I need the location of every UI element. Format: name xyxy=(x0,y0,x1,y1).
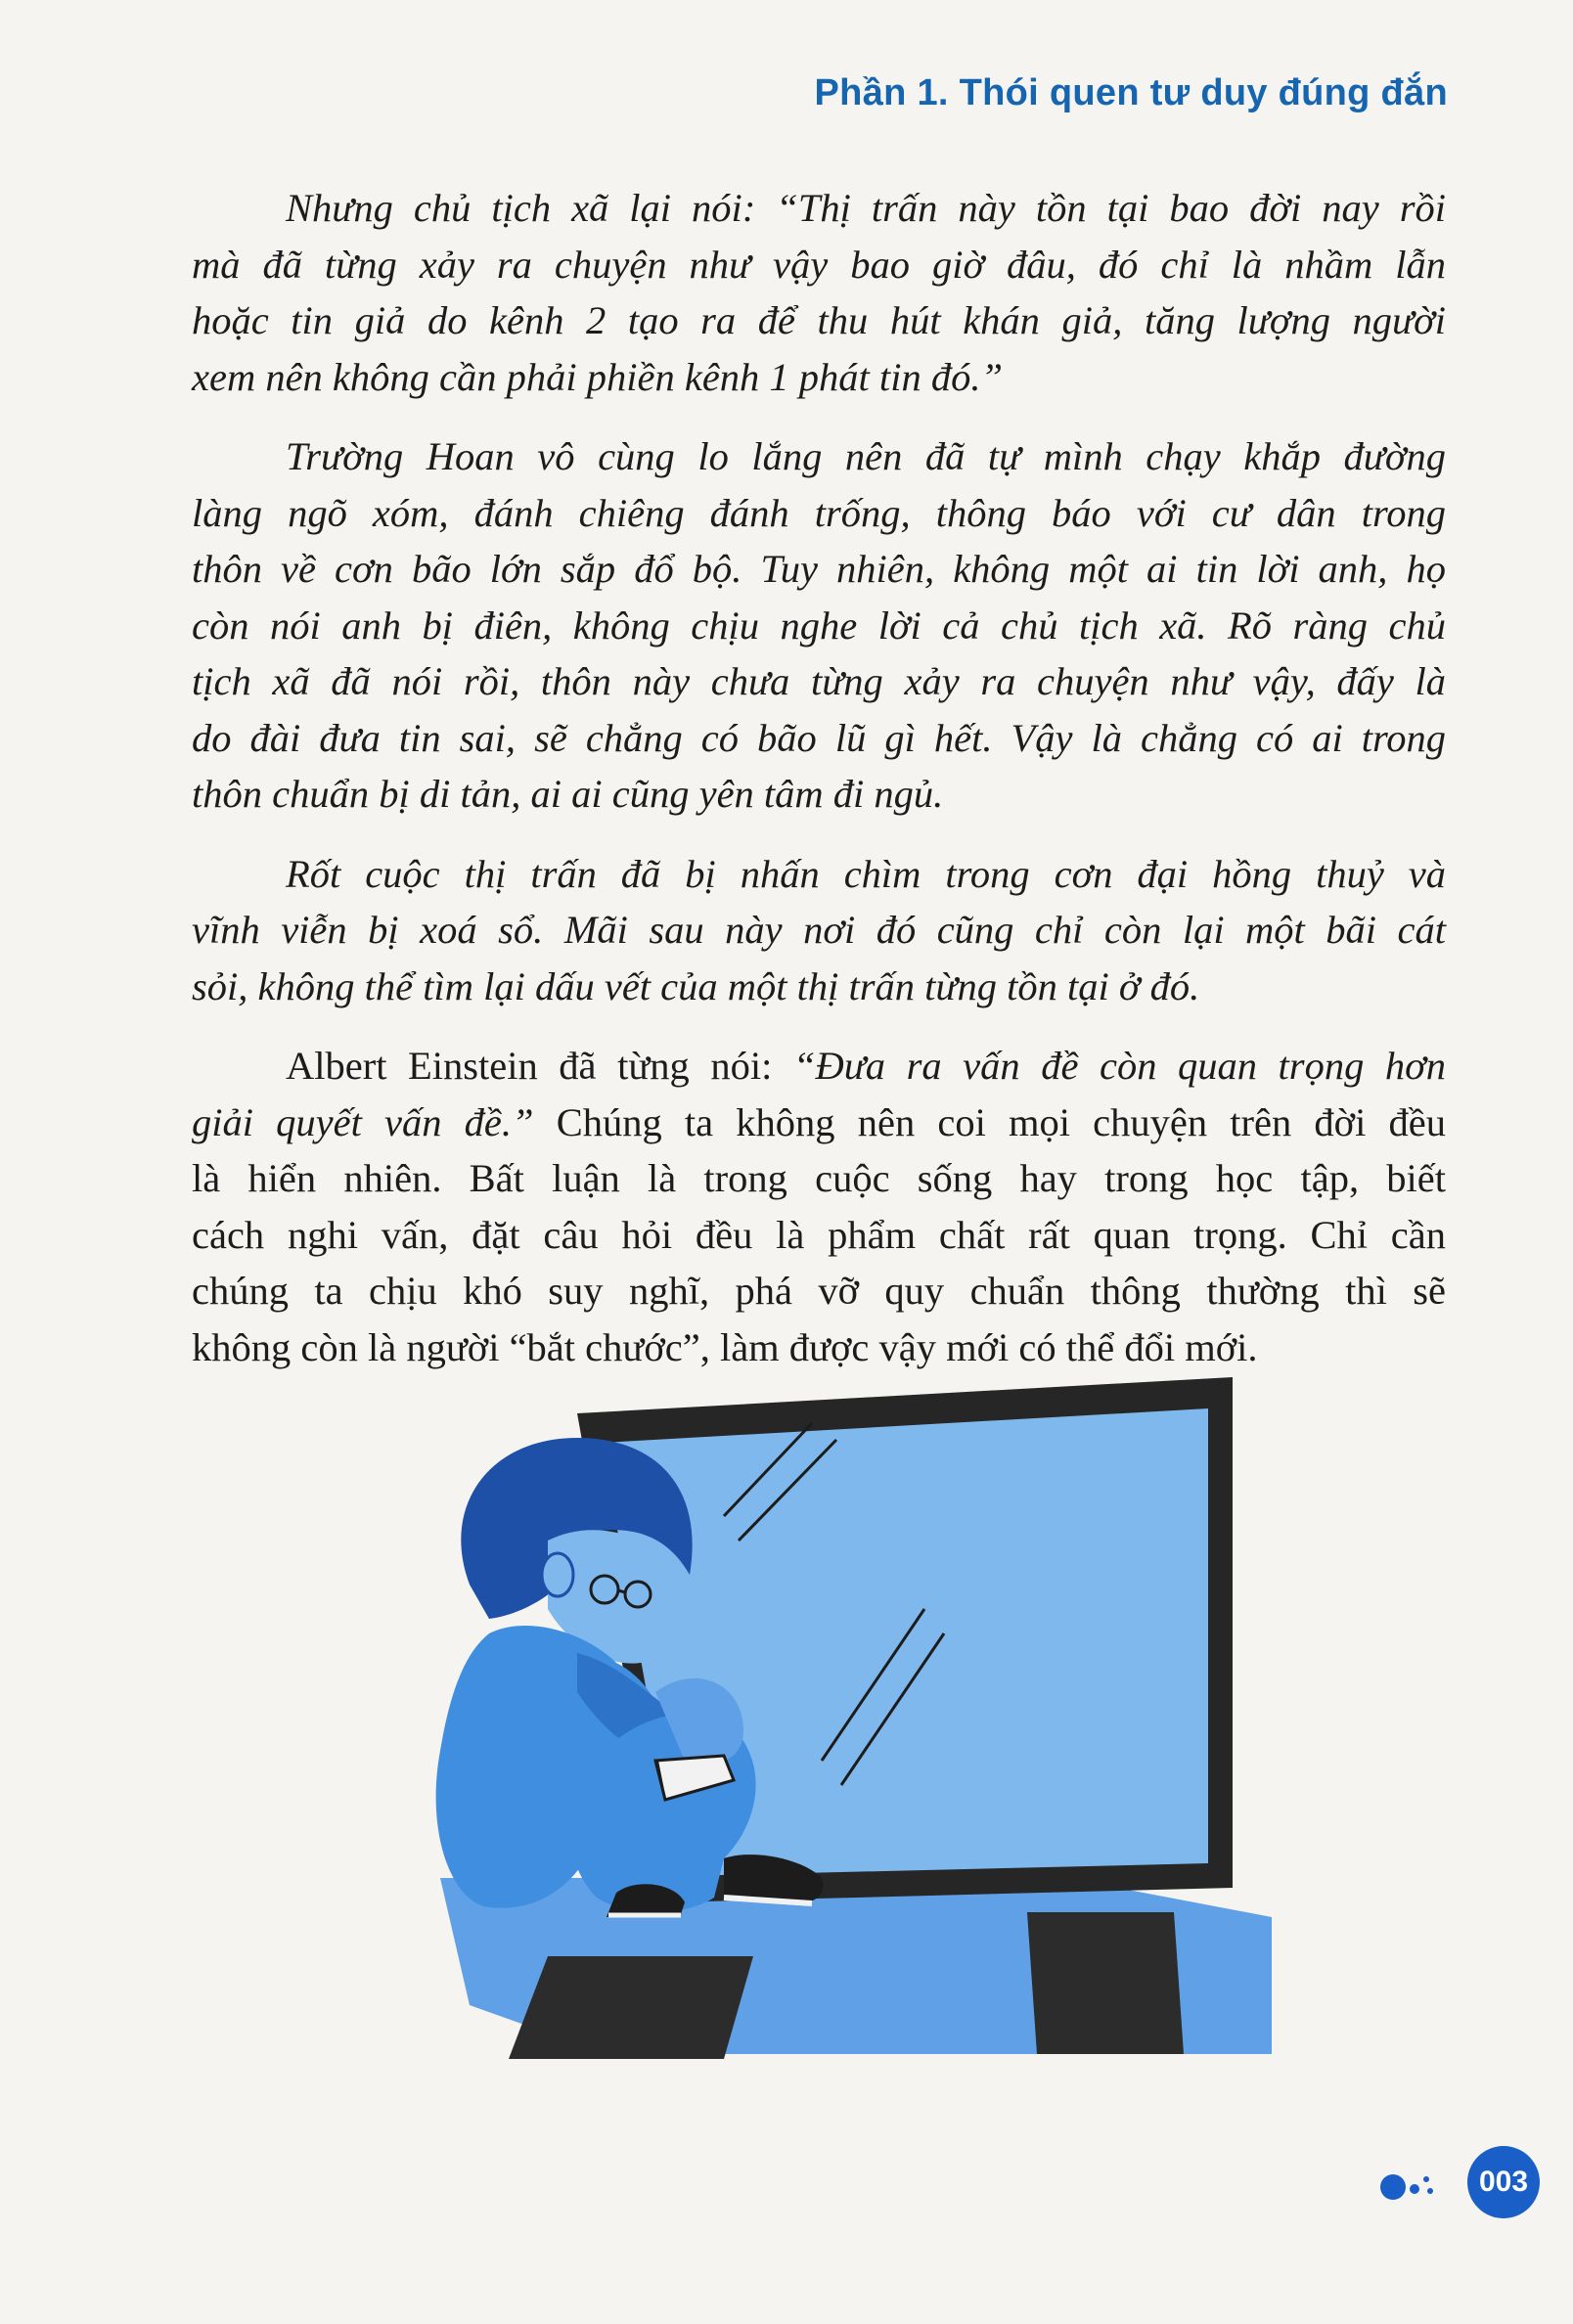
text-line: do đài đưa tin sai, sẽ chẳng có bão lũ gì hết. Vậy là chẳng có ai trong xyxy=(192,715,1446,760)
text-line: hoặc tin giả do kênh 2 tạo ra để thu hút khán giả, tăng lượng người xyxy=(192,298,1446,342)
einstein-followup: Chúng ta không nên coi mọi chuyện trên đời đều xyxy=(533,1099,1446,1144)
ear xyxy=(542,1553,573,1596)
text-line: cách nghi vấn, đặt câu hỏi đều là phẩm chất rất quan trọng. Chỉ cần xyxy=(192,1212,1446,1257)
paragraph-3 xyxy=(192,846,1446,1015)
page-footer xyxy=(1225,2138,1548,2226)
text-line: Nhưng chủ tịch xã lại nói: “Thị trấn này tồn tại bao đời nay rồi xyxy=(286,186,1446,230)
text-line: Rốt cuộc thị trấn đã bị nhấn chìm trong cơn đại hồng thuỷ và xyxy=(286,851,1446,896)
floor-shadow-stripe xyxy=(509,1956,753,2059)
page-number: 003 xyxy=(1467,2146,1540,2218)
text-line: thôn về cơn bão lớn sắp đổ bộ. Tuy nhiên, không một ai tin lời anh, họ xyxy=(192,547,1446,591)
text-line: sỏi, không thể tìm lại dấu vết của một thị trấn từng tồn tại ở đó. xyxy=(192,963,1200,1008)
text-line: không còn là người “bắt chước”, làm được vậy mới có thể đổi mới. xyxy=(192,1324,1258,1369)
running-header: Phần 1. Thói quen tư duy đúng đắn xyxy=(814,72,1448,113)
paragraph-1 xyxy=(192,180,1446,405)
text-line: vĩnh viễn bị xoá sổ. Mãi sau này nơi đó cũng chỉ còn lại một bãi cát xyxy=(192,908,1446,952)
text-line: chúng ta chịu khó suy nghĩ, phá vỡ quy chuẩn thông thường thì sẽ xyxy=(192,1269,1446,1313)
text-line: xem nên không cần phải phiền kênh 1 phát tin đó.” xyxy=(192,354,1003,399)
body-text xyxy=(192,180,1446,1399)
einstein-quote-part-2: giải quyết vấn đề.” xyxy=(192,1099,534,1144)
paragraph-4 xyxy=(192,1038,1446,1375)
text-line xyxy=(192,1038,1446,1095)
illustration-boy-reading-by-window xyxy=(430,1369,1311,2083)
text-line: còn nói anh bị điên, không chịu nghe lời cả chủ tịch xã. Rõ ràng chủ xyxy=(192,603,1446,648)
text-line: mà đã từng xảy ra chuyện như vậy bao giờ đâu, đó chỉ là nhầm lẫn xyxy=(192,242,1446,287)
dots-ornament-icon xyxy=(1377,2168,1446,2207)
text-line: tịch xã đã nói rồi, thôn này chưa từng xảy ra chuyện như vậy, đấy là xyxy=(192,659,1446,703)
text-line: thôn chuẩn bị di tản, ai ai cũng yên tâm đi ngủ. xyxy=(192,772,944,816)
einstein-quote-part-1: “Đưa ra vấn đề còn quan trọng hơn xyxy=(792,1044,1446,1088)
einstein-intro: Albert Einstein đã từng nói: xyxy=(286,1044,793,1088)
paragraph-2 xyxy=(192,428,1446,823)
text-line: là hiển nhiên. Bất luận là trong cuộc sống hay trong học tập, biết xyxy=(192,1156,1446,1200)
floor-shadow-stripe xyxy=(1027,1912,1184,2054)
glasses-bridge xyxy=(618,1590,625,1592)
text-line: Trường Hoan vô cùng lo lắng nên đã tự mình chạy khắp đường xyxy=(286,434,1446,478)
text-line xyxy=(192,1095,1446,1151)
text-line: làng ngõ xóm, đánh chiêng đánh trống, thông báo với cư dân trong xyxy=(192,490,1446,535)
